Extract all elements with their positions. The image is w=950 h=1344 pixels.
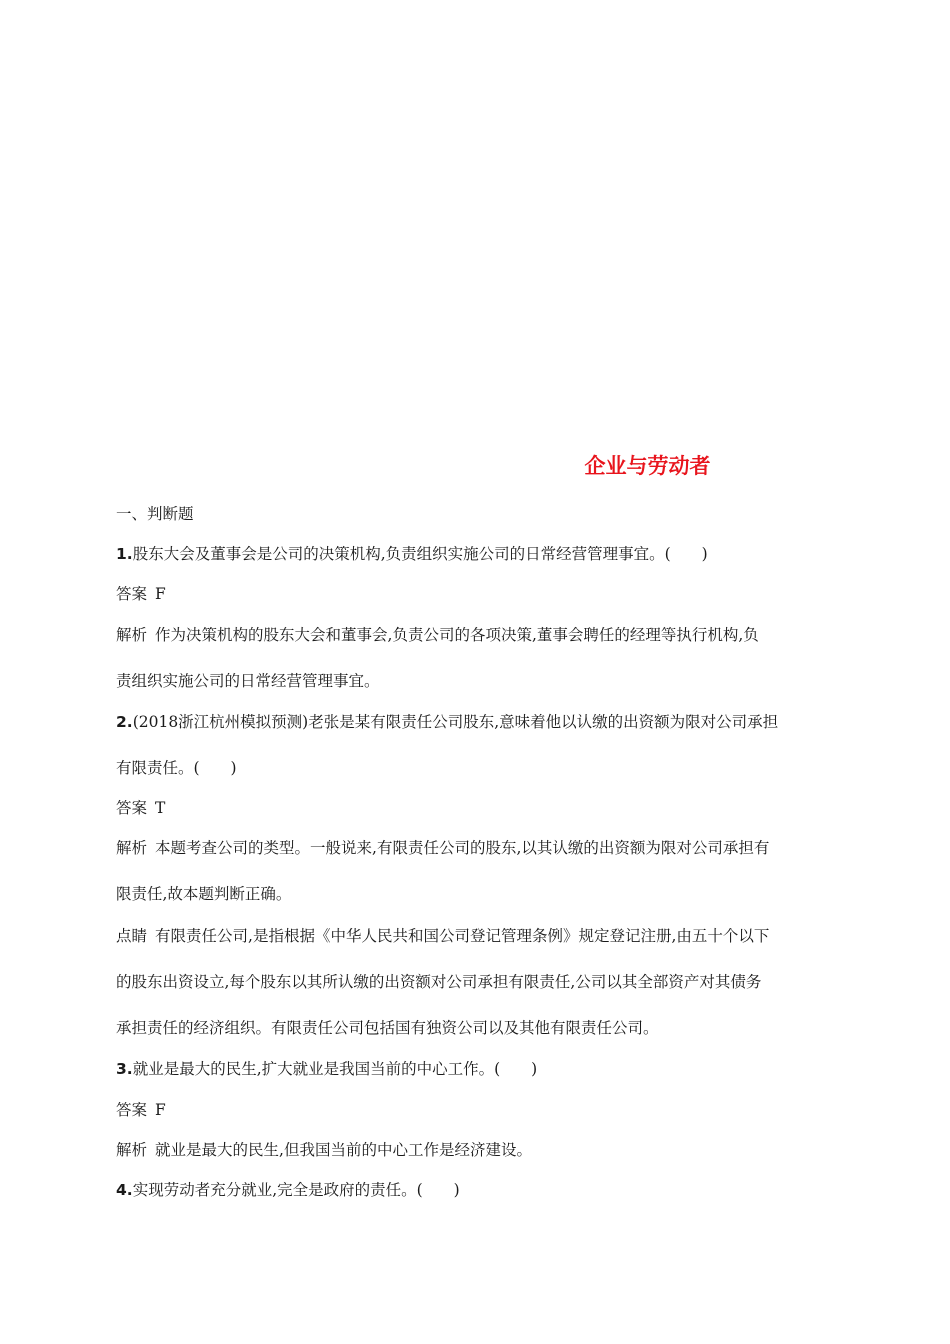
question-2-line-2: 有限责任。( ) xyxy=(116,759,237,777)
question-1-text: 股东大会及董事会是公司的决策机构,负责组织实施公司的日常经营管理事宜。( ) xyxy=(132,545,708,563)
note-2-line-1 xyxy=(116,925,769,947)
question-4-number: 4. xyxy=(116,1181,133,1199)
question-3 xyxy=(116,1058,537,1080)
analysis-1-text-1: 作为决策机构的股东大会和董事会,负责公司的各项决策,董事会聘任的经理等执行机构,负 xyxy=(155,626,759,644)
answer-1 xyxy=(116,583,166,605)
question-1-number: 1. xyxy=(116,545,133,563)
question-2-text-1: (2018浙江杭州模拟预测)老张是某有限责任公司股东,意味着他以认缴的出资额为限对公司承担 xyxy=(132,713,779,731)
analysis-2-line-2: 限责任,故本题判断正确。 xyxy=(116,885,292,903)
analysis-1-label: 解析 xyxy=(116,626,148,644)
note-2-line-3: 承担责任的经济组织。有限责任公司包括国有独资公司以及其他有限责任公司。 xyxy=(116,1019,659,1037)
question-4-text: 实现劳动者充分就业,完全是政府的责任。( ) xyxy=(132,1181,460,1199)
analysis-3 xyxy=(116,1139,532,1161)
section-heading: 一、判断题 xyxy=(116,505,194,523)
answer-3 xyxy=(116,1099,166,1121)
question-3-number: 3. xyxy=(116,1060,133,1078)
analysis-1-line-1 xyxy=(116,624,759,646)
answer-2-label: 答案 xyxy=(116,799,148,817)
answer-3-value: F xyxy=(155,1101,166,1119)
analysis-3-text-1: 就业是最大的民生,但我国当前的中心工作是经济建设。 xyxy=(155,1141,532,1159)
analysis-1-line-2: 责组织实施公司的日常经营管理事宜。 xyxy=(116,672,380,690)
question-2-line-1 xyxy=(116,711,778,733)
note-2-line-2: 的股东出资设立,每个股东以其所认缴的出资额对公司承担有限责任,公司以其全部资产对其债务 xyxy=(116,973,762,991)
note-2-text-1: 有限责任公司,是指根据《中华人民共和国公司登记管理条例》规定登记注册,由五十个以下 xyxy=(155,927,770,945)
analysis-2-text-1: 本题考查公司的类型。一般说来,有限责任公司的股东,以其认缴的出资额为限对公司承担有 xyxy=(155,839,770,857)
answer-2-value: T xyxy=(155,799,166,817)
question-4 xyxy=(116,1179,460,1201)
question-3-text: 就业是最大的民生,扩大就业是我国当前的中心工作。( ) xyxy=(132,1060,538,1078)
answer-1-label: 答案 xyxy=(116,585,148,603)
analysis-2-line-1 xyxy=(116,837,769,859)
note-2-label: 点睛 xyxy=(116,927,148,945)
analysis-2-label: 解析 xyxy=(116,839,148,857)
document-title: 企业与劳动者 xyxy=(584,454,711,478)
question-1 xyxy=(116,543,708,565)
answer-2 xyxy=(116,797,165,819)
analysis-3-label: 解析 xyxy=(116,1141,148,1159)
answer-1-value: F xyxy=(155,585,166,603)
question-2-number: 2. xyxy=(116,713,133,731)
answer-3-label: 答案 xyxy=(116,1101,148,1119)
